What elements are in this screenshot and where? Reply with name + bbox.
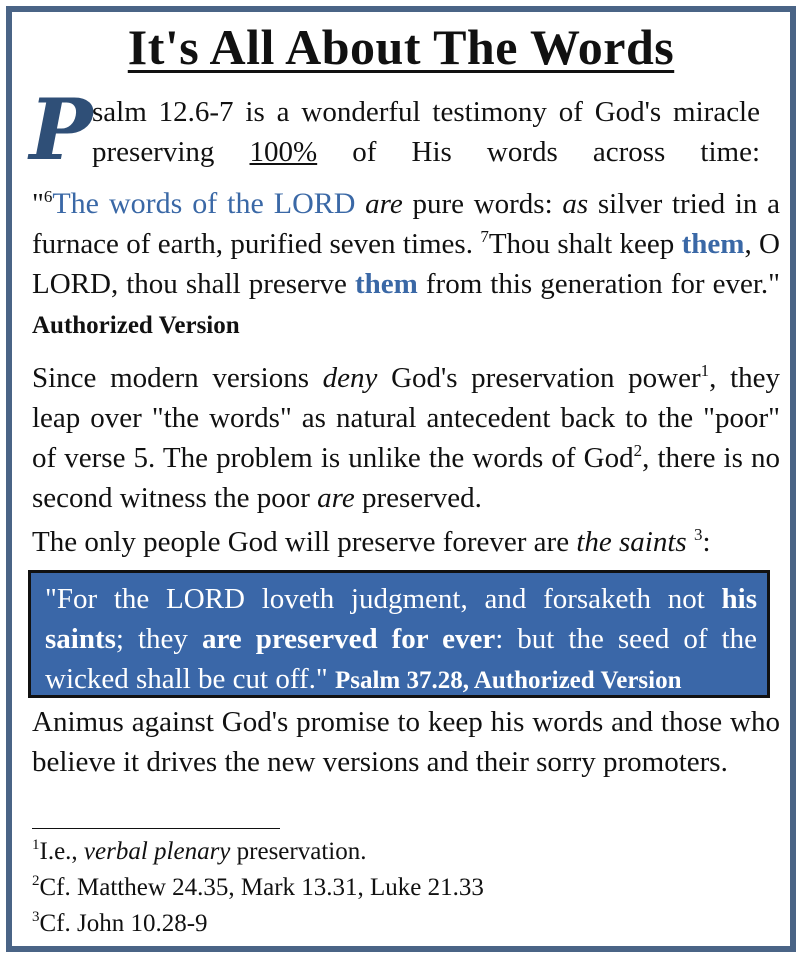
italic-as: as [562,188,589,220]
verse-ref-6: 6 [43,187,53,206]
version-label: Authorized Version [32,312,240,339]
verse-ref-7: 7 [480,227,489,246]
quote-bold-saints: his saints [45,583,757,655]
open-quote: " [32,188,44,220]
footnote-text: preservation. [230,838,367,865]
footnote-number: 3 [32,909,40,925]
page-title: It's All About The Words [127,19,675,75]
page-frame [6,6,796,952]
footnote-text: Cf. Matthew 24.35, Mark 13.31, Luke 21.33 [39,874,484,901]
verse-text: from this generation for ever." [417,268,780,300]
paragraph-animus: Animus against God's promise to keep his words and those who believe it drives the new versions and their sorry promoters. [32,706,780,778]
psalm-quote [45,579,757,701]
verse-text: , O LORD, thou shall preserve [32,228,780,300]
footnote-number: 2 [32,873,40,889]
para-text: : [702,526,711,558]
italic-are: are [365,188,403,220]
italic-deny: deny [322,362,378,394]
para-text: God's preservation power [377,362,701,394]
footnote-divider [32,828,280,829]
italic-saints: the saints [576,526,687,558]
footnote-text: I.e., [39,838,84,865]
quote-text: ; they [115,623,202,655]
footnote-3 [32,906,208,942]
highlight-words: The words of the LORD [52,187,356,220]
highlight-them: them [354,268,418,300]
verse-text: Thou shalt keep [488,228,682,260]
footnote-italic: verbal plenary [83,838,231,865]
paragraph-modern-versions [32,358,780,518]
verse-paragraph [32,184,780,346]
para-text: , there is no second witness the poor [32,442,780,514]
dropcap-letter: P [29,80,93,179]
highlight-them: them [681,228,745,260]
quote-text: "For the LORD loveth judgment, and forsaketh not [45,583,722,615]
intro-underlined: 100% [249,136,318,168]
paragraph-saints [32,522,780,562]
footnote-text: Cf. John 10.28-9 [39,910,208,937]
intro-text: salm 12.6-7 is a wonderful testimony of God's miracle preserving [92,96,760,168]
intro-paragraph [92,92,760,172]
footnote-2 [32,870,484,906]
footnote-ref-3: 3 [693,525,703,544]
psalm-quote-box [28,570,770,698]
para-text: The only people God will preserve forever are [32,526,577,558]
footnote-number: 1 [32,837,40,853]
verse-text: pure words: [402,188,563,220]
footnote-ref-1: 1 [700,361,710,380]
footnote-ref-2: 2 [633,441,643,460]
para-text: Since modern versions [32,362,323,394]
footnote-1 [32,834,366,870]
verse-text: silver tried in a furnace of earth, purified seven times. [32,188,780,260]
quote-reference: Psalm 37.28, Authorized Version [334,667,682,694]
quote-bold-preserved: are preserved for ever [201,623,496,655]
quote-text: : but the seed of the wicked shall be cut off." [45,623,757,695]
para-text: preserved. [354,482,482,514]
intro-text-end: of His words across time: [317,136,761,168]
italic-are: are [317,482,355,514]
para-text: , they leap over "the words" as natural antecedent back to the "poor" of verse 5. The problem is unlike the words of God [32,362,780,474]
